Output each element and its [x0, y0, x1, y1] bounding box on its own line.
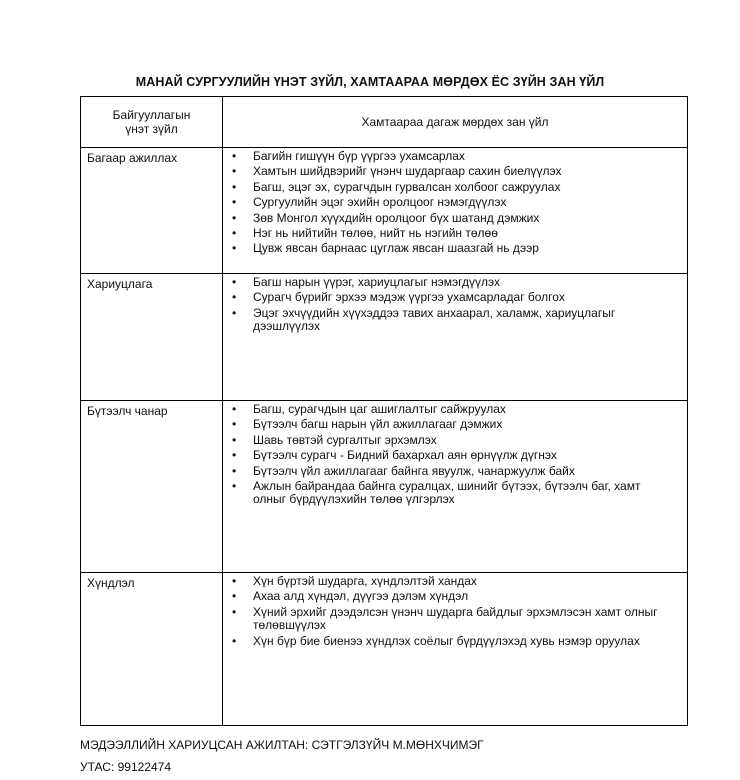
list-item: • Бүтээлч багш нарын үйл ажиллагааг дэмжих	[223, 418, 687, 432]
table-row-respect	[81, 573, 688, 726]
list-item: • Ажлын байрандаа байнга суралцах, шинийг бүтээх, бүтээлч баг, хамт олныг бүрдүүлэхийн төлөө үлгэрлэх	[223, 480, 687, 507]
page-title: МАНАЙ СУРГУУЛИЙН ҮНЭТ ЗҮЙЛ, ХАМТААРАА МӨРДӨХ ЁС ЗҮЙН ЗАН ҮЙЛ	[135, 75, 605, 89]
header-organization-value	[81, 97, 223, 148]
behavior-list	[223, 573, 687, 648]
behaviors-cell	[223, 573, 688, 726]
list-item: • Багийн гишүүн бүр үүргээ ухамсарлах	[223, 150, 687, 164]
list-item: • Зөв Монгол хүүхдийн оролцоог бүх шатанд дэмжих	[223, 212, 687, 226]
list-item: • Эцэг эхчүүдийн хүүхэддээ тавих анхаарал, халамж, хариуцлагыг дээшлүүлэх	[223, 307, 687, 334]
footer-responsible: МЭДЭЭЛЛИЙН ХАРИУЦСАН АЖИЛТАН: СЭТГЭЛЗҮЙЧ М.МӨНХЧИМЭГ	[80, 738, 484, 752]
list-item: • Хүн бүр бие биенээ хүндлэх соёлыг бүрдүүлэхэд хувь нэмэр оруулах	[223, 635, 687, 649]
list-item: • Сургуулийн эцэг эхийн оролцоог нэмэгдүүлэх	[223, 196, 687, 210]
table-row-teamwork	[81, 148, 688, 274]
behavior-list	[223, 401, 687, 507]
list-item: • Цувж явсан барнаас цуглаж явсан шаазгай нь дээр	[223, 242, 687, 256]
category-cell: Хариуцлага	[81, 274, 223, 401]
table-header-row	[81, 97, 688, 148]
values-table	[80, 96, 688, 726]
footer-phone: УТАС: 99122474	[80, 760, 172, 774]
category-cell: Бүтээлч чанар	[81, 401, 223, 573]
list-item: • Хүний эрхийг дээдэлсэн үнэнч шударга байдлыг эрхэмлэсэн хамт олныг төлөвшүүлэх	[223, 606, 687, 633]
behaviors-cell	[223, 401, 688, 573]
list-item: • Багш, сурагчдын цаг ашиглалтыг сайжруулах	[223, 403, 687, 417]
behavior-list	[223, 274, 687, 334]
list-item: • Багш, эцэг эх, сурагчдын гурвалсан холбоог сажруулах	[223, 181, 687, 195]
header-behavior	[223, 97, 688, 148]
category-cell: Хүндлэл	[81, 573, 223, 726]
list-item: • Ахаа алд хүндэл, дүүгээ дэлэм хүндэл	[223, 590, 687, 604]
behaviors-cell	[223, 274, 688, 401]
behavior-list	[223, 148, 687, 256]
header-col2-label: Хамтаараа дагаж мөрдөх зан үйл	[361, 115, 549, 129]
list-item: • Сурагч бүрийг эрхээ мэдэж үүргээ ухамсарладаг болгох	[223, 291, 687, 305]
category-cell: Багаар ажиллах	[81, 148, 223, 274]
list-item: • Хамтын шийдвэрийг үнэнч шударгаар сахин биелүүлэх	[223, 165, 687, 179]
list-item: • Бүтээлч сурагч - Бидний бахархал аян өрнүүлж дүгнэх	[223, 449, 687, 463]
table-row-responsibility	[81, 274, 688, 401]
header-col1-line2: үнэт зүйл	[125, 122, 178, 136]
list-item: • Нэг нь нийтийн төлөө, нийт нь нэгийн төлөө	[223, 227, 687, 241]
behaviors-cell	[223, 148, 688, 274]
header-col1-line1: Байгууллагын	[112, 108, 191, 122]
list-item: • Шавь төвтэй сургалтыг эрхэмлэх	[223, 434, 687, 448]
list-item: • Хүн бүртэй шударга, хүндлэлтэй хандах	[223, 575, 687, 589]
table-row-creativity	[81, 401, 688, 573]
list-item: • Багш нарын үүрэг, хариуцлагыг нэмэгдүүлэх	[223, 276, 687, 290]
list-item: • Бүтээлч үйл ажиллагааг байнга явуулж, чанаржуулж байх	[223, 465, 687, 479]
